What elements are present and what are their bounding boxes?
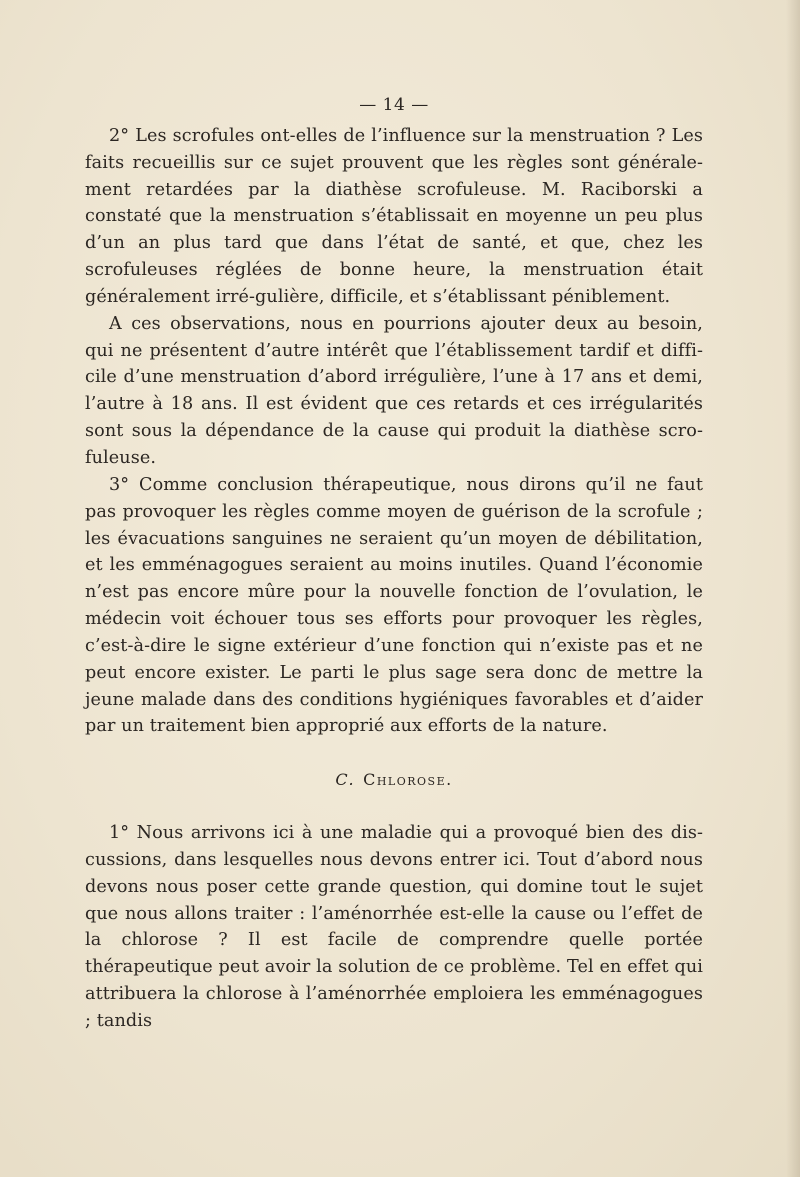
page-number: — 14 —	[359, 95, 429, 115]
section-title: Chlorose.	[363, 770, 453, 790]
paragraph-scrofules-influence: 2° Les scrofules ont-elles de l’influence sur la menstruation ? Les faits recueillis sur ce sujet prouvent que les règles sont générale-ment retardées par la diathèse scrofuleuse. M. Raciborski a constaté que la menstruation s’établissait en moyenne un peu plus d’un an plus tard que dans l’état de santé, et que, chez les scrofuleuses réglées de bonne heure, la menstruation était généralement irré-gulière, difficile, et s’établissant péniblement.	[85, 125, 703, 307]
section-heading	[85, 767, 703, 794]
text-body	[85, 92, 703, 1035]
paragraph-chlorose-intro: 1° Nous arrivons ici à une maladie qui a provoqué bien des dis-cussions, dans lesquelles nous devons entrer ici. Tout d’abord nous devons nous poser cette grande question, qui domine tout le sujet que nous allons traiter : l’aménorrhée est-elle la cause ou l’effet de la chlorose ? Il est facile de comprendre quelle portée thérapeutique peut avoir la solution de ce problème. Tel en effet qui attribuera la chlorose à l’aménorrhée emploiera les emménagogues ; tandis	[85, 823, 703, 1031]
paragraph-therapeutic-conclusion: 3° Comme conclusion thérapeutique, nous dirons qu’il ne faut pas provoquer les règles comme moyen de guérison de la scrofule ; les évacuations sanguines ne seraient qu’un moyen de débilitation, et les emménagogues seraient au moins inutiles. Quand l’économie n’est pas encore mûre pour la nouvelle fonction de l’ovulation, le médecin voit échouer tous ses efforts pour provoquer les règles, c’est-à-dire le signe extérieur d’une fonction qui n’existe pas et ne peut encore exister. Le parti le plus sage sera donc de mettre la jeune malade dans des conditions hygiéniques favorables et d’aider par un traitement bien approprié aux efforts de la nature.	[85, 474, 703, 737]
paragraph-observations: A ces observations, nous en pourrions ajouter deux au besoin, qui ne présentent d’autre intérêt que l’établissement tardif et diffi-cile d’une menstruation d’abord irrégulière, l’une à 17 ans et demi, l’autre à 18 ans. Il est évident que ces retards et ces irrégularités sont sous la dépendance de la cause qui produit la diathèse scro-fuleuse.	[85, 313, 703, 468]
section-letter: C.	[335, 770, 356, 790]
